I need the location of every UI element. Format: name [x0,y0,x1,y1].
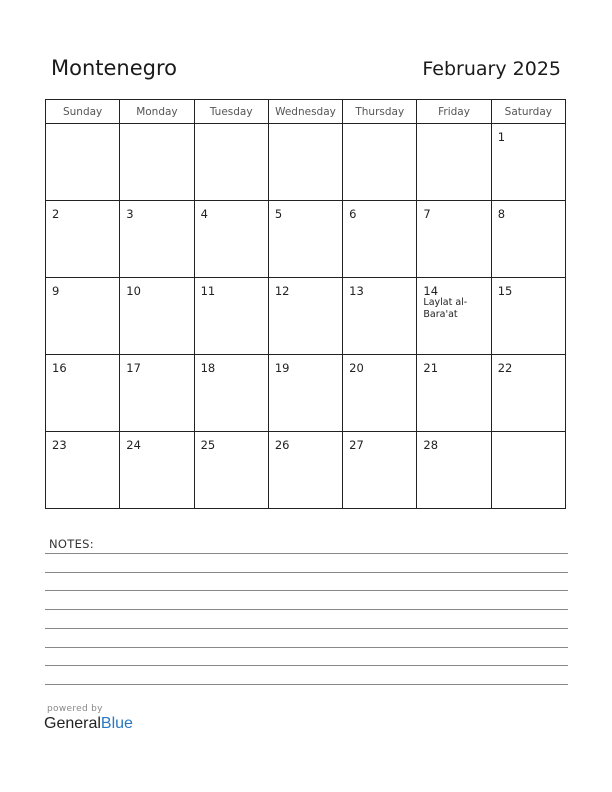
day-number: 15 [497,284,513,298]
day-cell [268,201,342,278]
day-cell [417,355,491,432]
day-number: 8 [497,207,506,221]
calendar-grid [45,99,566,509]
day-cell [194,201,268,278]
day-cell [194,124,268,201]
week-row [46,124,566,201]
calendar-month-title: February 2025 [422,58,561,80]
day-cell [46,432,120,509]
day-number: 5 [274,207,283,221]
weekday-header-row [46,100,566,124]
notes-line [45,553,568,554]
day-number: 6 [349,207,357,221]
day-number: 23 [52,438,67,452]
day-number: 28 [423,438,439,452]
day-number: 11 [200,284,216,298]
weekday-header: Friday [417,100,491,124]
day-cell [268,355,342,432]
notes-line [45,590,568,591]
day-cell [194,355,268,432]
weekday-header: Sunday [46,100,120,124]
day-cell [46,278,120,355]
day-cell [417,201,491,278]
notes-line [45,684,568,685]
week-row [46,432,566,509]
brand-name-blue: Blue [100,715,133,732]
day-cell [194,278,268,355]
day-number: 25 [200,438,216,452]
day-number: 19 [274,361,290,375]
day-cell [268,278,342,355]
day-cell [46,124,120,201]
powered-by-text: powered by [47,704,103,714]
notes-line [45,572,568,573]
day-number: 10 [126,284,141,298]
day-cell [417,278,491,355]
notes-label: NOTES: [49,537,94,551]
day-cell [343,355,417,432]
day-cell [268,124,342,201]
weekday-header: Monday [120,100,194,124]
day-cell [491,278,565,355]
day-cell [417,432,491,509]
day-cell [120,124,194,201]
week-row [46,355,566,432]
day-number: 4 [200,207,208,221]
weekday-header: Wednesday [268,100,342,124]
weekday-header: Thursday [343,100,417,124]
day-number: 13 [349,284,364,298]
day-number: 24 [126,438,141,452]
day-cell [343,432,417,509]
day-cell [491,124,565,201]
day-cell [491,201,565,278]
day-cell [120,432,194,509]
day-cell [491,432,565,509]
day-cell [194,432,268,509]
day-number: 9 [52,284,60,298]
day-cell [120,355,194,432]
day-number: 1 [497,130,506,144]
day-cell [343,278,417,355]
holiday-label: Laylat al-Bara'at [423,297,468,320]
day-number: 16 [52,361,67,375]
week-row [46,201,566,278]
day-number: 21 [423,361,439,375]
day-number: 18 [200,361,216,375]
day-number: 26 [274,438,290,452]
brand-name [44,715,133,733]
generalblue-logo [44,704,133,733]
day-number: 22 [497,361,513,375]
notes-line [45,609,568,610]
notes-line [45,647,568,648]
notes-line [45,628,568,629]
day-cell [120,278,194,355]
day-number: 17 [126,361,141,375]
day-cell [343,201,417,278]
weekday-header: Tuesday [194,100,268,124]
day-cell [46,201,120,278]
day-cell [120,201,194,278]
day-cell [491,355,565,432]
day-number: 14 [423,284,439,298]
calendar-country-title: Montenegro [51,56,178,80]
day-number: 20 [349,361,364,375]
day-number: 12 [274,284,290,298]
day-cell [343,124,417,201]
week-row [46,278,566,355]
notes-line [45,665,568,666]
day-cell [417,124,491,201]
brand-name-general: General [44,715,101,732]
weekday-header: Saturday [491,100,565,124]
day-number: 7 [423,207,431,221]
day-cell [268,432,342,509]
day-cell [46,355,120,432]
day-number: 3 [126,207,134,221]
day-number: 27 [349,438,364,452]
day-number: 2 [52,207,60,221]
